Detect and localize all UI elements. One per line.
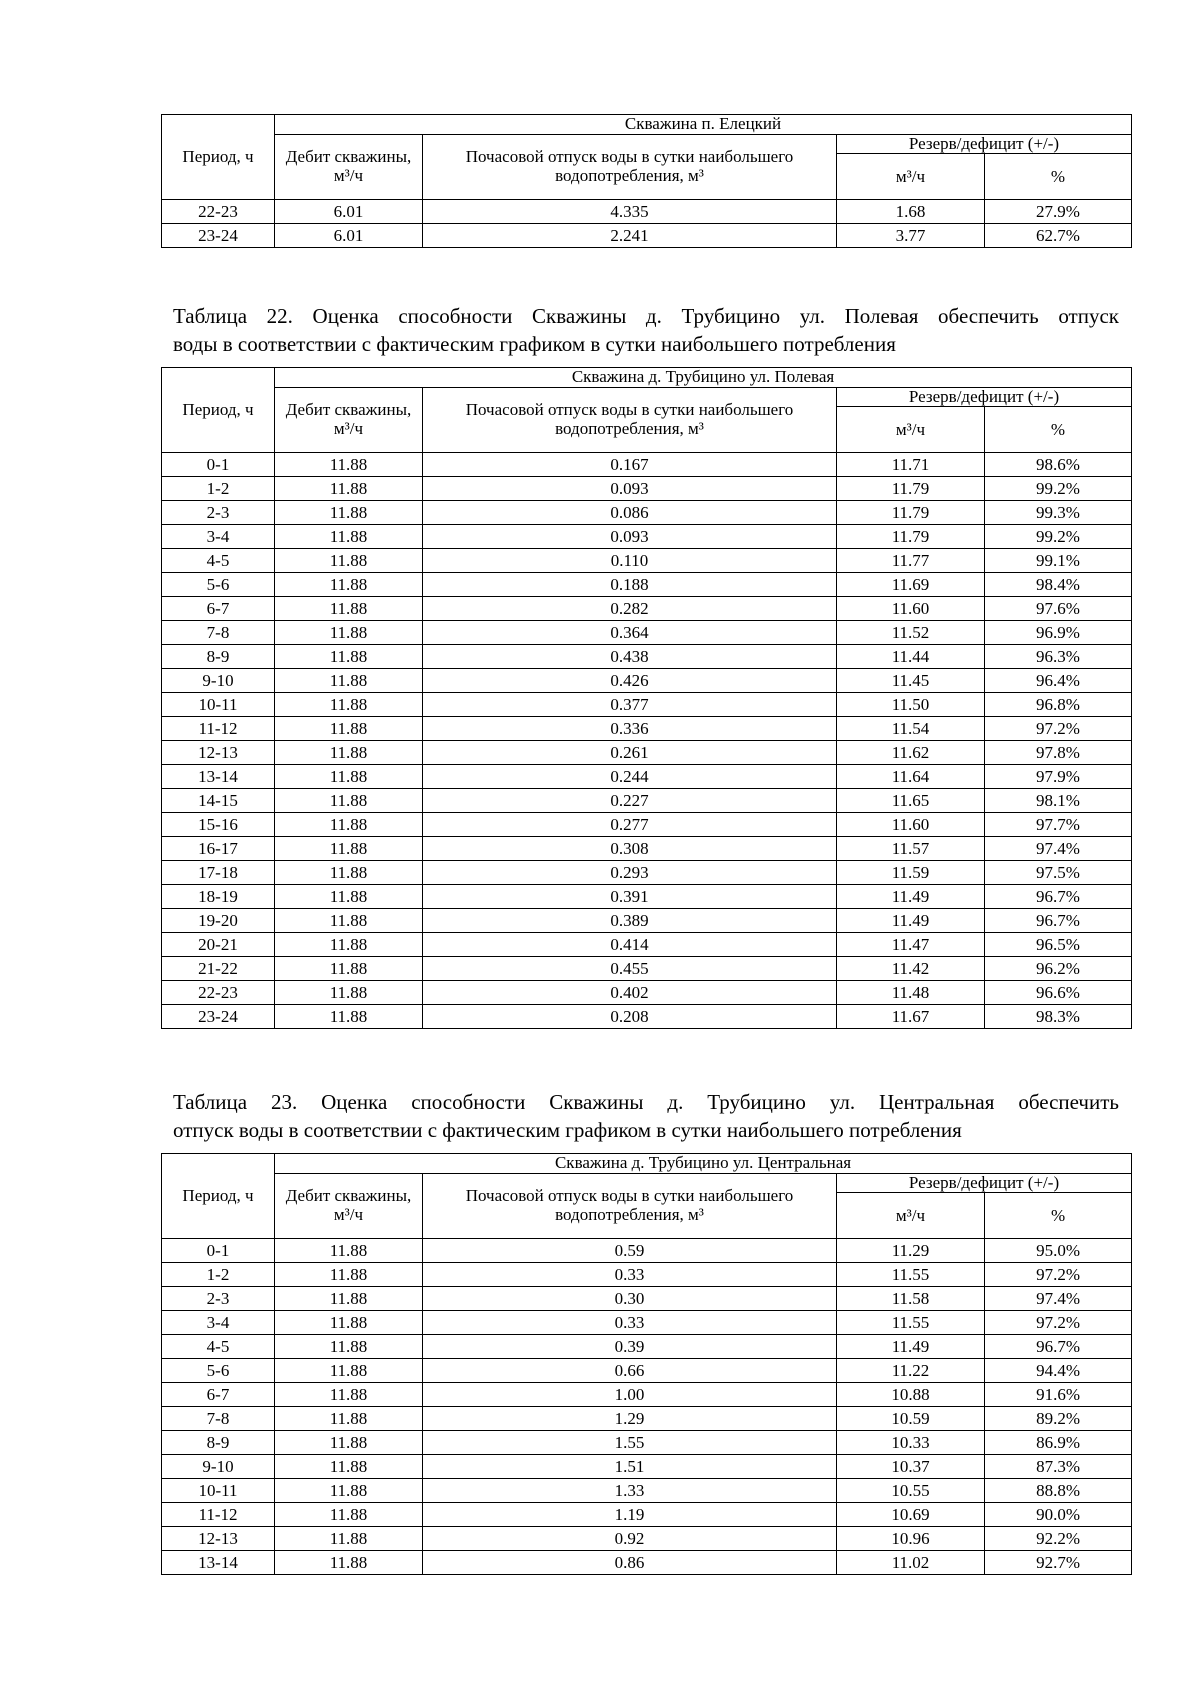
cell-reserve-m3h: 11.58	[837, 1287, 985, 1311]
cell-reserve-pct: 94.4%	[985, 1359, 1132, 1383]
cell-hourly-supply: 1.00	[423, 1383, 837, 1407]
table-row	[162, 525, 1132, 549]
cell-hourly-supply: 1.33	[423, 1479, 837, 1503]
cell-reserve-m3h: 11.71	[837, 453, 985, 477]
cell-debit: 11.88	[275, 1335, 423, 1359]
cell-period: 0-1	[162, 1239, 275, 1263]
cell-reserve-m3h: 11.79	[837, 501, 985, 525]
table-row	[162, 1479, 1132, 1503]
cell-reserve-m3h: 3.77	[837, 224, 985, 248]
table-row	[162, 1359, 1132, 1383]
cell-period: 3-4	[162, 525, 275, 549]
table-body	[162, 453, 1132, 1029]
cell-reserve-m3h: 11.44	[837, 645, 985, 669]
cell-reserve-pct: 92.7%	[985, 1551, 1132, 1575]
cell-debit: 11.88	[275, 453, 423, 477]
cell-hourly-supply: 0.389	[423, 909, 837, 933]
cell-debit: 11.88	[275, 477, 423, 501]
cell-reserve-pct: 96.7%	[985, 885, 1132, 909]
cell-period: 18-19	[162, 885, 275, 909]
cell-hourly-supply: 0.39	[423, 1335, 837, 1359]
table-row	[162, 573, 1132, 597]
cell-reserve-pct: 97.5%	[985, 861, 1132, 885]
cell-debit: 11.88	[275, 1239, 423, 1263]
cell-reserve-m3h: 11.77	[837, 549, 985, 573]
cell-hourly-supply: 0.66	[423, 1359, 837, 1383]
cell-reserve-m3h: 11.49	[837, 1335, 985, 1359]
cell-period: 5-6	[162, 1359, 275, 1383]
table-row	[162, 1287, 1132, 1311]
cell-hourly-supply: 1.29	[423, 1407, 837, 1431]
cell-reserve-pct: 91.6%	[985, 1383, 1132, 1407]
cell-reserve-pct: 99.2%	[985, 477, 1132, 501]
table-row	[162, 789, 1132, 813]
cell-debit: 11.88	[275, 813, 423, 837]
header-reserve: Резерв/дефицит (+/-)	[837, 134, 1132, 154]
table-trubitsino-tsentralnaya	[161, 1153, 1132, 1575]
cell-hourly-supply: 0.188	[423, 573, 837, 597]
cell-reserve-pct: 97.9%	[985, 765, 1132, 789]
table-row	[162, 453, 1132, 477]
header-hourly: Почасовой отпуск воды в сутки наибольшего водопотребления, м³	[423, 387, 837, 453]
cell-hourly-supply: 0.293	[423, 861, 837, 885]
cell-debit: 11.88	[275, 1551, 423, 1575]
cell-reserve-m3h: 11.55	[837, 1263, 985, 1287]
cell-debit: 11.88	[275, 717, 423, 741]
cell-debit: 11.88	[275, 909, 423, 933]
cell-reserve-m3h: 10.33	[837, 1431, 985, 1455]
cell-reserve-pct: 97.4%	[985, 837, 1132, 861]
caption-line-1: Таблица 23. Оценка способности Скважины д. Трубицино ул. Центральная обеспечить	[173, 1090, 1119, 1114]
table-row	[162, 1383, 1132, 1407]
table-eletsky	[161, 114, 1132, 248]
header-unit-pct: %	[985, 407, 1132, 453]
table-row	[162, 813, 1132, 837]
cell-period: 23-24	[162, 224, 275, 248]
cell-debit: 11.88	[275, 981, 423, 1005]
cell-period: 10-11	[162, 1479, 275, 1503]
cell-hourly-supply: 0.33	[423, 1263, 837, 1287]
table-row	[162, 1407, 1132, 1431]
table-row	[162, 765, 1132, 789]
cell-period: 2-3	[162, 501, 275, 525]
cell-reserve-pct: 96.9%	[985, 621, 1132, 645]
cell-reserve-m3h: 11.67	[837, 1005, 985, 1029]
cell-debit: 11.88	[275, 837, 423, 861]
cell-debit: 11.88	[275, 1479, 423, 1503]
cell-reserve-pct: 96.8%	[985, 693, 1132, 717]
cell-period: 1-2	[162, 477, 275, 501]
table-row	[162, 693, 1132, 717]
cell-reserve-m3h: 11.22	[837, 1359, 985, 1383]
cell-period: 2-3	[162, 1287, 275, 1311]
cell-period: 10-11	[162, 693, 275, 717]
cell-reserve-pct: 87.3%	[985, 1455, 1132, 1479]
cell-reserve-m3h: 10.37	[837, 1455, 985, 1479]
cell-reserve-m3h: 10.69	[837, 1503, 985, 1527]
cell-period: 15-16	[162, 813, 275, 837]
cell-debit: 11.88	[275, 597, 423, 621]
cell-debit: 11.88	[275, 525, 423, 549]
cell-period: 4-5	[162, 1335, 275, 1359]
cell-reserve-pct: 89.2%	[985, 1407, 1132, 1431]
cell-reserve-pct: 99.1%	[985, 549, 1132, 573]
cell-debit: 11.88	[275, 861, 423, 885]
cell-period: 8-9	[162, 1431, 275, 1455]
header-hourly: Почасовой отпуск воды в сутки наибольшего водопотребления, м³	[423, 1173, 837, 1239]
cell-reserve-m3h: 11.55	[837, 1311, 985, 1335]
table-23-caption	[173, 1088, 1119, 1144]
cell-period: 6-7	[162, 597, 275, 621]
cell-debit: 11.88	[275, 1311, 423, 1335]
table-row	[162, 909, 1132, 933]
table-body	[162, 1239, 1132, 1575]
cell-reserve-m3h: 10.59	[837, 1407, 985, 1431]
cell-hourly-supply: 1.51	[423, 1455, 837, 1479]
cell-hourly-supply: 0.208	[423, 1005, 837, 1029]
cell-reserve-pct: 96.6%	[985, 981, 1132, 1005]
cell-debit: 11.88	[275, 789, 423, 813]
table-row	[162, 1527, 1132, 1551]
caption-line-2: воды в соответствии с фактическим графиком в сутки наибольшего потребления	[173, 332, 896, 356]
cell-reserve-m3h: 11.02	[837, 1551, 985, 1575]
cell-reserve-m3h: 11.79	[837, 525, 985, 549]
cell-hourly-supply: 0.110	[423, 549, 837, 573]
cell-reserve-pct: 27.9%	[985, 200, 1132, 224]
cell-hourly-supply: 0.093	[423, 525, 837, 549]
table-header	[162, 368, 1132, 453]
table-row	[162, 1455, 1132, 1479]
cell-reserve-pct: 97.8%	[985, 741, 1132, 765]
table-row	[162, 1311, 1132, 1335]
cell-reserve-pct: 98.3%	[985, 1005, 1132, 1029]
cell-reserve-pct: 62.7%	[985, 224, 1132, 248]
cell-hourly-supply: 0.59	[423, 1239, 837, 1263]
cell-reserve-pct: 88.8%	[985, 1479, 1132, 1503]
cell-reserve-pct: 99.3%	[985, 501, 1132, 525]
cell-debit: 11.88	[275, 1527, 423, 1551]
cell-debit: 6.01	[275, 200, 423, 224]
header-unit-m3h: м³/ч	[837, 407, 985, 453]
header-reserve: Резерв/дефицит (+/-)	[837, 387, 1132, 407]
cell-reserve-pct: 96.4%	[985, 669, 1132, 693]
cell-period: 12-13	[162, 1527, 275, 1551]
cell-debit: 11.88	[275, 933, 423, 957]
cell-debit: 11.88	[275, 957, 423, 981]
cell-reserve-m3h: 11.48	[837, 981, 985, 1005]
cell-reserve-m3h: 10.96	[837, 1527, 985, 1551]
cell-period: 13-14	[162, 1551, 275, 1575]
header-period: Период, ч	[162, 1154, 275, 1239]
cell-hourly-supply: 0.426	[423, 669, 837, 693]
cell-reserve-pct: 95.0%	[985, 1239, 1132, 1263]
cell-hourly-supply: 0.414	[423, 933, 837, 957]
cell-period: 11-12	[162, 1503, 275, 1527]
cell-reserve-pct: 86.9%	[985, 1431, 1132, 1455]
cell-period: 0-1	[162, 453, 275, 477]
table-row	[162, 200, 1132, 224]
table-row	[162, 957, 1132, 981]
cell-period: 3-4	[162, 1311, 275, 1335]
cell-hourly-supply: 0.30	[423, 1287, 837, 1311]
cell-hourly-supply: 0.244	[423, 765, 837, 789]
cell-reserve-m3h: 11.45	[837, 669, 985, 693]
cell-hourly-supply: 0.402	[423, 981, 837, 1005]
table-row	[162, 1551, 1132, 1575]
cell-reserve-pct: 97.7%	[985, 813, 1132, 837]
header-well-name: Скважина д. Трубицино ул. Полевая	[275, 368, 1132, 388]
cell-hourly-supply: 0.377	[423, 693, 837, 717]
cell-period: 9-10	[162, 1455, 275, 1479]
cell-reserve-m3h: 11.50	[837, 693, 985, 717]
cell-reserve-m3h: 1.68	[837, 200, 985, 224]
cell-hourly-supply: 4.335	[423, 200, 837, 224]
cell-period: 5-6	[162, 573, 275, 597]
cell-reserve-pct: 98.4%	[985, 573, 1132, 597]
cell-reserve-pct: 92.2%	[985, 1527, 1132, 1551]
cell-reserve-m3h: 11.60	[837, 597, 985, 621]
cell-reserve-pct: 96.7%	[985, 1335, 1132, 1359]
table-row	[162, 1335, 1132, 1359]
cell-period: 21-22	[162, 957, 275, 981]
cell-reserve-pct: 97.2%	[985, 1311, 1132, 1335]
cell-debit: 11.88	[275, 1359, 423, 1383]
table-row	[162, 717, 1132, 741]
header-period: Период, ч	[162, 115, 275, 200]
cell-reserve-m3h: 11.47	[837, 933, 985, 957]
caption-line-1: Таблица 22. Оценка способности Скважины д. Трубицино ул. Полевая обеспечить отпуск	[173, 304, 1119, 328]
cell-debit: 11.88	[275, 1407, 423, 1431]
cell-reserve-m3h: 11.52	[837, 621, 985, 645]
cell-reserve-pct: 99.2%	[985, 525, 1132, 549]
cell-period: 22-23	[162, 200, 275, 224]
cell-reserve-m3h: 11.49	[837, 885, 985, 909]
cell-reserve-m3h: 11.64	[837, 765, 985, 789]
table-row	[162, 501, 1132, 525]
cell-period: 7-8	[162, 1407, 275, 1431]
table-row	[162, 1005, 1132, 1029]
cell-reserve-pct: 96.5%	[985, 933, 1132, 957]
cell-hourly-supply: 1.55	[423, 1431, 837, 1455]
table-row	[162, 1503, 1132, 1527]
header-debit: Дебит скважины, м³/ч	[275, 1173, 423, 1239]
table-row	[162, 981, 1132, 1005]
table-row	[162, 224, 1132, 248]
table-body	[162, 200, 1132, 248]
cell-reserve-m3h: 11.29	[837, 1239, 985, 1263]
table-row	[162, 1431, 1132, 1455]
cell-debit: 11.88	[275, 501, 423, 525]
cell-debit: 11.88	[275, 1383, 423, 1407]
cell-hourly-supply: 1.19	[423, 1503, 837, 1527]
cell-hourly-supply: 0.438	[423, 645, 837, 669]
table-row	[162, 861, 1132, 885]
table-row	[162, 933, 1132, 957]
cell-hourly-supply: 0.308	[423, 837, 837, 861]
cell-hourly-supply: 0.455	[423, 957, 837, 981]
cell-period: 22-23	[162, 981, 275, 1005]
cell-reserve-m3h: 10.88	[837, 1383, 985, 1407]
cell-period: 9-10	[162, 669, 275, 693]
cell-reserve-m3h: 11.59	[837, 861, 985, 885]
cell-debit: 11.88	[275, 573, 423, 597]
cell-debit: 11.88	[275, 669, 423, 693]
cell-period: 17-18	[162, 861, 275, 885]
cell-hourly-supply: 2.241	[423, 224, 837, 248]
table-header	[162, 1154, 1132, 1239]
cell-debit: 11.88	[275, 885, 423, 909]
cell-period: 8-9	[162, 645, 275, 669]
table-row	[162, 837, 1132, 861]
header-well-name: Скважина д. Трубицино ул. Центральная	[275, 1154, 1132, 1174]
cell-hourly-supply: 0.167	[423, 453, 837, 477]
cell-hourly-supply: 0.227	[423, 789, 837, 813]
cell-period: 20-21	[162, 933, 275, 957]
cell-hourly-supply: 0.391	[423, 885, 837, 909]
cell-debit: 11.88	[275, 765, 423, 789]
cell-hourly-supply: 0.261	[423, 741, 837, 765]
cell-reserve-m3h: 11.49	[837, 909, 985, 933]
cell-period: 19-20	[162, 909, 275, 933]
cell-period: 16-17	[162, 837, 275, 861]
table-header	[162, 115, 1132, 200]
cell-reserve-m3h: 11.42	[837, 957, 985, 981]
table-row	[162, 549, 1132, 573]
table-row	[162, 621, 1132, 645]
cell-reserve-pct: 98.6%	[985, 453, 1132, 477]
cell-reserve-m3h: 11.60	[837, 813, 985, 837]
table-row	[162, 1239, 1132, 1263]
header-well-name: Скважина п. Елецкий	[275, 115, 1132, 135]
cell-period: 14-15	[162, 789, 275, 813]
header-debit: Дебит скважины, м³/ч	[275, 134, 423, 200]
cell-hourly-supply: 0.277	[423, 813, 837, 837]
cell-reserve-m3h: 11.65	[837, 789, 985, 813]
cell-period: 13-14	[162, 765, 275, 789]
header-debit: Дебит скважины, м³/ч	[275, 387, 423, 453]
cell-reserve-pct: 97.2%	[985, 717, 1132, 741]
table-row	[162, 477, 1132, 501]
cell-hourly-supply: 0.093	[423, 477, 837, 501]
cell-period: 23-24	[162, 1005, 275, 1029]
cell-period: 7-8	[162, 621, 275, 645]
cell-debit: 11.88	[275, 1287, 423, 1311]
cell-debit: 11.88	[275, 1005, 423, 1029]
cell-debit: 11.88	[275, 1455, 423, 1479]
cell-debit: 11.88	[275, 1431, 423, 1455]
header-reserve: Резерв/дефицит (+/-)	[837, 1173, 1132, 1193]
cell-reserve-pct: 90.0%	[985, 1503, 1132, 1527]
cell-period: 4-5	[162, 549, 275, 573]
cell-reserve-pct: 97.4%	[985, 1287, 1132, 1311]
table-row	[162, 645, 1132, 669]
cell-reserve-m3h: 11.69	[837, 573, 985, 597]
cell-period: 12-13	[162, 741, 275, 765]
cell-debit: 11.88	[275, 1263, 423, 1287]
cell-debit: 6.01	[275, 224, 423, 248]
cell-reserve-pct: 96.7%	[985, 909, 1132, 933]
cell-reserve-m3h: 11.62	[837, 741, 985, 765]
cell-period: 6-7	[162, 1383, 275, 1407]
header-unit-m3h: м³/ч	[837, 154, 985, 200]
cell-hourly-supply: 0.336	[423, 717, 837, 741]
cell-period: 1-2	[162, 1263, 275, 1287]
table-row	[162, 597, 1132, 621]
cell-debit: 11.88	[275, 1503, 423, 1527]
cell-reserve-pct: 97.6%	[985, 597, 1132, 621]
table-trubitsino-polevaya	[161, 367, 1132, 1029]
cell-period: 11-12	[162, 717, 275, 741]
cell-debit: 11.88	[275, 693, 423, 717]
cell-debit: 11.88	[275, 645, 423, 669]
table-row	[162, 669, 1132, 693]
cell-reserve-m3h: 11.54	[837, 717, 985, 741]
header-unit-m3h: м³/ч	[837, 1193, 985, 1239]
cell-reserve-pct: 97.2%	[985, 1263, 1132, 1287]
header-unit-pct: %	[985, 154, 1132, 200]
cell-reserve-pct: 96.2%	[985, 957, 1132, 981]
cell-reserve-m3h: 11.57	[837, 837, 985, 861]
cell-hourly-supply: 0.086	[423, 501, 837, 525]
table-row	[162, 1263, 1132, 1287]
cell-reserve-pct: 98.1%	[985, 789, 1132, 813]
cell-debit: 11.88	[275, 741, 423, 765]
table-22-caption	[173, 302, 1119, 358]
table-row	[162, 741, 1132, 765]
header-hourly: Почасовой отпуск воды в сутки наибольшего водопотребления, м³	[423, 134, 837, 200]
cell-hourly-supply: 0.86	[423, 1551, 837, 1575]
cell-reserve-m3h: 10.55	[837, 1479, 985, 1503]
header-period: Период, ч	[162, 368, 275, 453]
table-row	[162, 885, 1132, 909]
cell-reserve-m3h: 11.79	[837, 477, 985, 501]
header-unit-pct: %	[985, 1193, 1132, 1239]
cell-debit: 11.88	[275, 621, 423, 645]
cell-hourly-supply: 0.364	[423, 621, 837, 645]
caption-line-2: отпуск воды в соответствии с фактическим графиком в сутки наибольшего потребления	[173, 1118, 962, 1142]
cell-hourly-supply: 0.33	[423, 1311, 837, 1335]
cell-debit: 11.88	[275, 549, 423, 573]
cell-reserve-pct: 96.3%	[985, 645, 1132, 669]
cell-hourly-supply: 0.92	[423, 1527, 837, 1551]
cell-hourly-supply: 0.282	[423, 597, 837, 621]
